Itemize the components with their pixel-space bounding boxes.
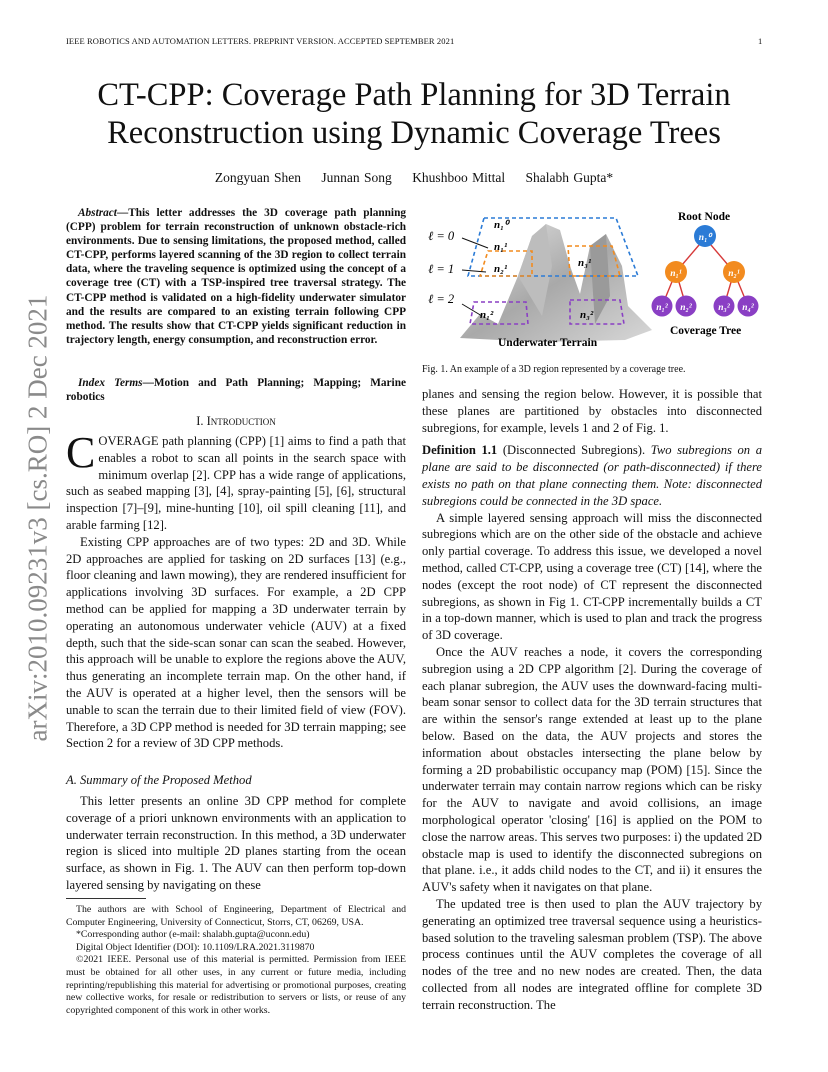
node-label: n₁⁰ xyxy=(494,219,509,231)
root-node-label: Root Node xyxy=(678,211,731,223)
abstract-label: Abstract xyxy=(78,207,117,219)
tree-node-label: n₂² xyxy=(680,303,692,313)
footnote-affiliation: The authors are with School of Engineering, Department of Electrical and Computer Engineering, University of Connecticut, Storrs, CT, 06269, USA. xyxy=(66,904,406,928)
definition-1-1 xyxy=(422,442,762,509)
index-terms xyxy=(66,376,406,404)
running-header: IEEE ROBOTICS AND AUTOMATION LETTERS. PREPRINT VERSION. ACCEPTED SEPTEMBER 2021 xyxy=(66,36,455,46)
right-paragraph-1: planes and sensing the region below. However, it is possible that these planes are partitioned by obstacles into disconnected subregions, for example, levels 1 and 2 of Fig. 1. xyxy=(422,387,762,435)
section-heading: I. Introduction xyxy=(196,414,276,428)
level-label: ℓ = 1 xyxy=(428,262,455,276)
index-terms-text: —Motion and Path Planning; Mapping; Marine robotics xyxy=(66,377,406,404)
right-paragraph-4: The updated tree is then used to plan the AUV trajectory by generating an optimized tree traversal sequence using a heuristics-based solution to the traveling salesman problem (TSP). The above process continues until the AUV completes the coverage of all nodes of the tree and no new nodes are created. Then, the data collected from all nodes are integrated offline for complete 3D terrain reconstruction. The xyxy=(422,896,762,1012)
coverage-tree-label: Coverage Tree xyxy=(670,325,742,337)
author-name: Shalabh Gupta* xyxy=(525,170,614,185)
definition-label: Definition 1.1 xyxy=(422,443,498,458)
figure-1-caption: Fig. 1. An example of a 3D region represented by a coverage tree. xyxy=(422,364,686,375)
tree-node-label: n₁¹ xyxy=(670,269,682,279)
footnote-doi: Digital Object Identifier (DOI): 10.1109/LRA.2021.3119870 xyxy=(76,941,315,953)
node-label: n₁¹ xyxy=(494,241,508,253)
level-label: ℓ = 0 xyxy=(428,229,455,243)
tree-node-label: n₂¹ xyxy=(728,269,740,279)
paper-title xyxy=(60,76,768,152)
drop-cap: C xyxy=(66,428,96,477)
intro-text xyxy=(66,428,406,752)
summary-text: This letter presents an online 3D CPP method for complete coverage of a priori unknown environments with an application to underwater terrain reconstruction. In this method, a 3D underwater region is sliced into multiple 2D planes starting from the ocean surface, as shown in Fig. 1. The AUV can then perform top-down layered sensing by navigating on these xyxy=(66,794,406,892)
figure-1 xyxy=(420,206,770,356)
definition-text: Two subregions on a plane are said to be disconnected (or path-disconnected) if there exists no path on that plane connecting them. Note: disconnected subregions could be connected in the 3D space. xyxy=(422,443,762,508)
author-name: Zongyuan Shen xyxy=(214,170,302,185)
node-label: n₂¹ xyxy=(494,263,508,275)
abstract-text: —This letter addresses the 3D coverage path planning (CPP) problem for terrain reconstruction of unknown obstacle-rich environments. Due to sensing limitations, the proposed method, called CT-CPP, performs layered scanning of the 3D region to collect terrain data, where the traveling sequence is optimized using the concept of a coverage tree (CT) with a TSP-inspired tree traversal strategy. The CT-CPP method is validated on a high-fidelity underwater simulator and the results are compared to an existing terrain following CPP method. The results show that CT-CPP yields significant reduction in trajectory length, energy consumption, and reconstruction error. xyxy=(66,207,406,346)
footnotes xyxy=(66,904,406,1017)
abstract xyxy=(66,206,406,347)
footnote-copyright: ©2021 IEEE. Personal use of this material is permitted. Permission from IEEE must be obtained for all other uses, in any current or future media, including reprinting/republishing this material for advertising or promotional purposes, creating new collective works, for resale or redistribution to servers or lists, or reuse of any copyrighted component of this work in other works. xyxy=(66,954,406,1016)
intro-paragraph-1 xyxy=(66,428,406,534)
tree-node-label: n₁⁰ xyxy=(698,233,712,243)
summary-paragraph xyxy=(66,793,406,894)
terrain-label: Underwater Terrain xyxy=(498,337,598,349)
node-label: n₃² xyxy=(580,309,594,321)
title-line-1: CT-CPP: Coverage Path Planning for 3D Terrain xyxy=(97,77,731,113)
node-label: n₁² xyxy=(480,309,494,321)
index-terms-label: Index Terms xyxy=(78,377,143,389)
tree-node-label: n₃² xyxy=(718,303,730,313)
author-name: Khushboo Mittal xyxy=(412,170,506,185)
node-label: n₃¹ xyxy=(578,257,592,269)
author-list xyxy=(0,170,828,186)
title-line-2: Reconstruction using Dynamic Coverage Trees xyxy=(107,115,721,151)
arxiv-side-label: arXiv:2010.09231v3 [cs.RO] 2 Dec 2021 xyxy=(22,294,53,742)
definition-name: (Disconnected Subregions). xyxy=(502,443,646,458)
author-name: Junnan Song xyxy=(321,170,392,185)
tree-node-label: n₄² xyxy=(742,303,754,313)
coverage-tree xyxy=(652,211,759,337)
intro-paragraph-2: Existing CPP approaches are of two types: 2D and 3D. While 2D approaches are applied for tasking on 2D surfaces [13] (e.g., floor cleaning and lawn mowing), they are rendered insufficient for applications involving 3D surfaces. For example, a 2D CPP method can be applied for mapping a 3D underwater terrain by operating an autonomous underwater vehicle (AUV) at a fixed depth, such that the side-scan sonar can scan the seabed. However, this approach will be unable to explore the regions above the AUV, thus generating an incomplete terrain map. On the other hand, if the AUV is operated at a higher level, then the sensors will be unable to scan the terrain due to their limited field of view (FOV). Therefore, a 3D CPP method is needed for 3D terrain mapping; see Section 2 for a review of 3D CPP methods. xyxy=(66,534,406,751)
right-column-text xyxy=(422,386,762,1013)
subsection-heading: A. Summary of the Proposed Method xyxy=(66,773,252,787)
page-number: 1 xyxy=(758,36,763,46)
footnote-corresponding: *Corresponding author (e-mail: shalabh.gupta@uconn.edu) xyxy=(76,929,310,941)
right-paragraph-3: Once the AUV reaches a node, it covers the corresponding subregion using a 2D CPP algorithm [2]. During the coverage of each planar subregion, the AUV uses the downward-facing multi-beam sonar sensor to collect data for the 3D terrain structures that are within the sensor's range extended at least up to the plane below. Based on the data, the AUV projects and stores the information about obstacles intersecting the plane below by forming a 2D probabilistic occupancy map (POM) [15]. Since the underwater terrain may contain narrow regions which can be risky for the AUV to navigate and avoid collisions, an image morphological operator 'closing' [16] is applied on the POM to close the narrow areas. This serves two purposes: i) the updated 2D obstacle map is used to identify the disconnected subregions on that plane. i.e., it adds child nodes to the CT, and ii) it ensures the AUV's safety when it navigates on that plane. xyxy=(422,644,762,895)
tree-node-label: n₁² xyxy=(656,303,668,313)
footnote-rule xyxy=(66,898,146,899)
level-label: ℓ = 2 xyxy=(428,292,455,306)
figure-1-graphic xyxy=(420,206,770,356)
intro-paragraph-1-text: OVERAGE path planning (CPP) [1] aims to find a path that enables a robot to scan all points in the search space with minimum overlap [2]. CPP has a wide range of applications, such as seabed mapping [3], [4], spray-painting [5], [6], structural inspection [7]–[9], mine-hunting [10], oil spill cleaning [11], and arable farming [12]. xyxy=(66,434,406,532)
right-paragraph-2: A simple layered sensing approach will miss the disconnected subregions which are on the other side of the obstacle and achieve only partial coverage. To address this issue, we developed a novel method, called CT-CPP, using a coverage tree (CT) [14], where the nodes (except the root node) of CT represent the disconnected subregions, as shown in Fig 1. CT-CPP incrementally builds a CT in a top-down manner, which is used to plan and track the progress of 3D coverage. xyxy=(422,510,762,643)
